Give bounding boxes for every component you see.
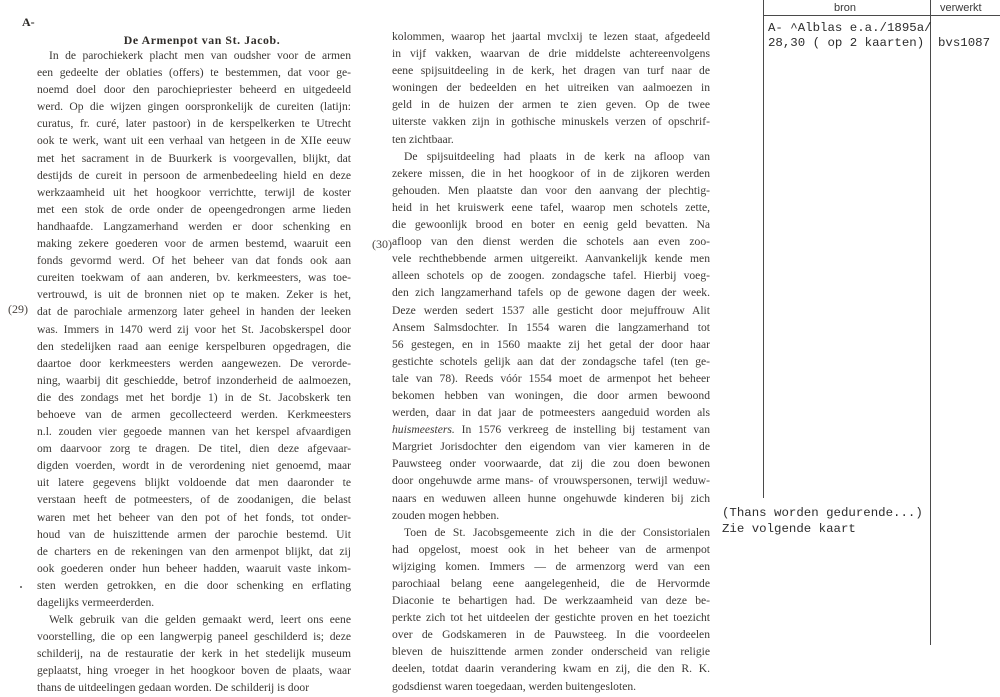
text-line: ook te werk, want uit een verhaal van hetgeen in de XIIe eeuw (37, 134, 351, 148)
margin-note-30: (30) (372, 237, 392, 251)
text-line: werd. Op die wijzen gingen oorspronkelijk de cureiten (latijn: (37, 100, 351, 114)
text-line: had opgelost, moest ook in het beheer van de armenpot (392, 542, 710, 556)
card-bron-line-2: 28,30 ( op 2 kaarten) (768, 36, 925, 50)
margin-dot (20, 586, 22, 588)
card-footer-line-2: Zie volgende kaart (722, 522, 856, 536)
text-line: geld in de huizen der armen te zien geven. Op de twee (392, 98, 710, 112)
text-line: 56 gestegen, en in 1560 maakte zij het getal der door haar (392, 337, 710, 351)
text-line: werden, daar in dat jaar de potmeesters aangeduid worden als (392, 406, 710, 420)
article-column-1 (37, 33, 351, 697)
text-line: handhaafde. Langzamerhand werden er door schenking en (37, 219, 351, 233)
text-line: wijziging komen. Immers — de armenzorg werd van een (392, 559, 710, 573)
text-line: ook goederen onder hun beheer hadden, waaruit vaste inkom- (37, 561, 351, 575)
text-line: Toen de St. Jacobsgemeente zich in die der Consistorialen (404, 525, 710, 539)
text-line: vele rechthebbende armen uitgereikt. Aanvankelijk kende men (392, 252, 710, 266)
text-line: fonds gevormd werd. Of het beheer van dat fonds ook aan (37, 254, 351, 268)
text-line: Deze werden sedert 1537 alle gesticht door mejuffrouw Alit (392, 303, 710, 317)
card-verwerkt-value: bvs1087 (938, 36, 991, 50)
card-bron-line-1: A- ^Alblas e.a./1895a/ (768, 21, 932, 35)
text-line: uiterste vakken zijn in gothische minuskels verzen of opschrif- (392, 115, 710, 129)
text-line: schilderij, na de restauratie der kerk in het stedelijk museum (37, 647, 351, 661)
margin-note-29: (29) (8, 302, 28, 316)
text-line: deelen, totdat daarin verandering kwam en zij, die den R. K. (392, 662, 710, 676)
text-line: geplaatst, hing vroeger in het hoogkoor boven de plaats, waar (37, 664, 351, 678)
text-line: bekomen hebben van woningen, die door armen bewoond (392, 388, 710, 402)
text-line: met een stok de orde onder de opeengedrongen arme lieden (37, 202, 351, 216)
text-line: den stedelijken raad aan eenige kerspelburen opgedragen, die (37, 339, 351, 353)
text-line: een gedeelte der oblaties (offers) te bestemmen, dat voor ge- (37, 66, 351, 80)
text-line: die des zondags met het bordje 1) in de St. Jacobskerk ten (37, 390, 351, 404)
text-line: in vijf vakken, waarvan de drie middelste achtereenvolgens (392, 47, 710, 61)
text-line: alleen schotels op de zoogen. zondagsche tafel. Hierbij voeg- (392, 269, 710, 283)
text-line: om daarvoor zorg te dragen. De titel, dien deze afgevaar- (37, 442, 351, 456)
column-1-text (37, 47, 351, 697)
text-line: den zich langzamerhand tafels op de gewone dagen der week. (392, 286, 710, 300)
text-line: dat de parochiale armenzorg later geheel in handen der leeken (37, 305, 351, 319)
text-line: vertrouwd, is uit de bronnen niet op te maken. Zeker is het, (37, 288, 351, 302)
text-line: eene spijsuitdeeling in de kerk, het dragen van turf naar de (392, 64, 710, 78)
text-line: In de parochiekerk placht men van oudsher voor de armen (49, 49, 351, 62)
text-line: houd van de huiszittende armen der parochie bestemd. Uit (37, 527, 351, 541)
text-line: werkzaamheid uit het hoogkoor verrichtte, terwijl de koster (37, 185, 351, 199)
page-mark: A- (22, 15, 35, 29)
text-line: curatus, fr. curé, later pastoor) in de kerspelkerken te Utrecht (37, 117, 351, 131)
text-line: n.l. zouden vier gegoede mannen van het kerspel afvaardigen (37, 425, 351, 439)
text-line: tale van 78). Reeds vóór 1554 moet de armenpot het beheer (392, 371, 710, 385)
text-line: gehouden. Men plaatste dan voor den aanvang der plechtig- (392, 183, 710, 197)
text-line: daartoe door kerkmeesters werden aangewezen. De verorde- (37, 356, 351, 370)
card-footer-line-1: (Thans worden gedurende...) (722, 506, 923, 520)
text-line: De spijsuitdeeling had plaats in de kerk na afloop van (404, 149, 710, 163)
text-line: godsdienst waren toegedaan, werden buitengesloten. (392, 679, 637, 693)
italic-term: huismeesters. (392, 423, 455, 437)
text-line: Diaconie te behartigen had. De werkzaamheid van deze be- (392, 594, 710, 608)
text-line: de charters en de rekeningen van den armenpot blijkt, dat zij (37, 544, 351, 558)
text-line: Margriet Jorisdochter den eigendom van vier kameren in de (392, 440, 710, 454)
text-line: sten werden getrokken, en die door schenking en erflating (37, 578, 351, 592)
text-line: bleven de huiszittende armen zonder onderscheid van religie (392, 645, 710, 659)
text-line: zekere missen, die in het hoogkoor of in de zijkoren werden (392, 166, 710, 180)
text-line: naars en weduwen alleen hunne ongehuwde kinderen bij zich (392, 491, 710, 505)
text-line: woningen der bedeelden en het uitreiken van aalmoezen in (392, 81, 710, 95)
text-line: over de Godskameren in de Pauwsteeg. In die voordeelen (392, 628, 710, 642)
text-line: zouden mogen hebben. (392, 508, 500, 522)
text-line: door ongehuwde arme mans- of vrouwspersonen, terwijl weduw- (392, 474, 710, 488)
text-line: kolommen, waarop het jaartal mvclxij te lezen staat, afgedeeld (392, 30, 710, 43)
text-line: waren met het beheer van den pot of het fonds, tot onder- (37, 510, 351, 524)
card-column-rule-right (930, 0, 931, 645)
text-line: digden voerden, wordt in de verordening niet genoemd, maar (37, 459, 351, 473)
article-column-2 (392, 28, 710, 695)
text-line: Welk gebruik van die gelden gemaakt werd, leert ons eene (49, 613, 351, 627)
text-line: destijds de cureit in persoon de armenbedeeling hield en deze (37, 168, 351, 182)
text-line: afloop van den dienst werden die schotels aan even zoo- (392, 235, 710, 249)
card-header-bron: bron (834, 2, 857, 14)
text-line: cureiten toekwam of aan anderen, bv. kerkmeesters, was toe- (37, 271, 351, 285)
text-line: gestichte schotels gelijk aan dat der zondagsche tafel (ten ge- (392, 354, 710, 368)
text-line: met het sacrament in de Buurkerk is voorgevallen, blijkt, dat (37, 151, 351, 165)
text-line: heid in het kruiswerk eene tafel, waarop men schotels zette, (392, 200, 710, 214)
text-line: uit latere gegevens blijkt voldoende dat men daaronder te (37, 476, 351, 490)
text-line: huismeesters. In 1576 verkreeg de instelling bij testament van (392, 423, 710, 437)
text-line: Ansem Salmsdochter. In 1554 waren die langzamerhand tot (392, 320, 710, 334)
text-line: noemd doel door den parochiepriester beheerd en uitgedeeld (37, 83, 351, 97)
card-column-rule-left (763, 0, 764, 498)
text-line: behoeve van de armen gecollecteerd werden. Kerkmeesters (37, 407, 351, 421)
text-line: was. Immers in 1470 werd zij voor het St. Jacobskerspel door (37, 322, 351, 336)
text-line: verstaan heeft de potmeesters, of de zoodanigen, die belast (37, 493, 351, 507)
card-header-verwerkt: verwerkt (940, 2, 982, 14)
text-line: ten zichtbaar. (392, 132, 454, 146)
column-2-text (392, 28, 710, 695)
text-line: dagelijks vermeerderden. (37, 596, 155, 609)
text-line: ning, waarbij dit geschiedde, betrof inzonderheid de aalmoezen, (37, 373, 351, 387)
text-line: making zekere goederen voor de armen bestemd, waaruit een (37, 237, 351, 251)
article-title: De Armenpot van St. Jacob. (123, 33, 281, 47)
text-line: Pauwsteeg onder voorwaarde, dat zij die zou doen bewonen (392, 457, 710, 471)
text-line: die gewoonlijk brood en boter en eenig geld bevatten. Na (392, 218, 710, 232)
card-header-rule (763, 15, 1000, 16)
text-line: parochiaal belang eene aangelegenheid, die de Hervormde (392, 577, 710, 590)
text-line: voorstelling, die op een langwerpig paneel geschilderd is; deze (37, 630, 351, 644)
text-line: perkte zich tot het uitdeelen der gestichte proven en het toezicht (392, 611, 710, 625)
text-line: thans de uitdeelingen gedaan worden. De schilderij is door (37, 681, 310, 695)
